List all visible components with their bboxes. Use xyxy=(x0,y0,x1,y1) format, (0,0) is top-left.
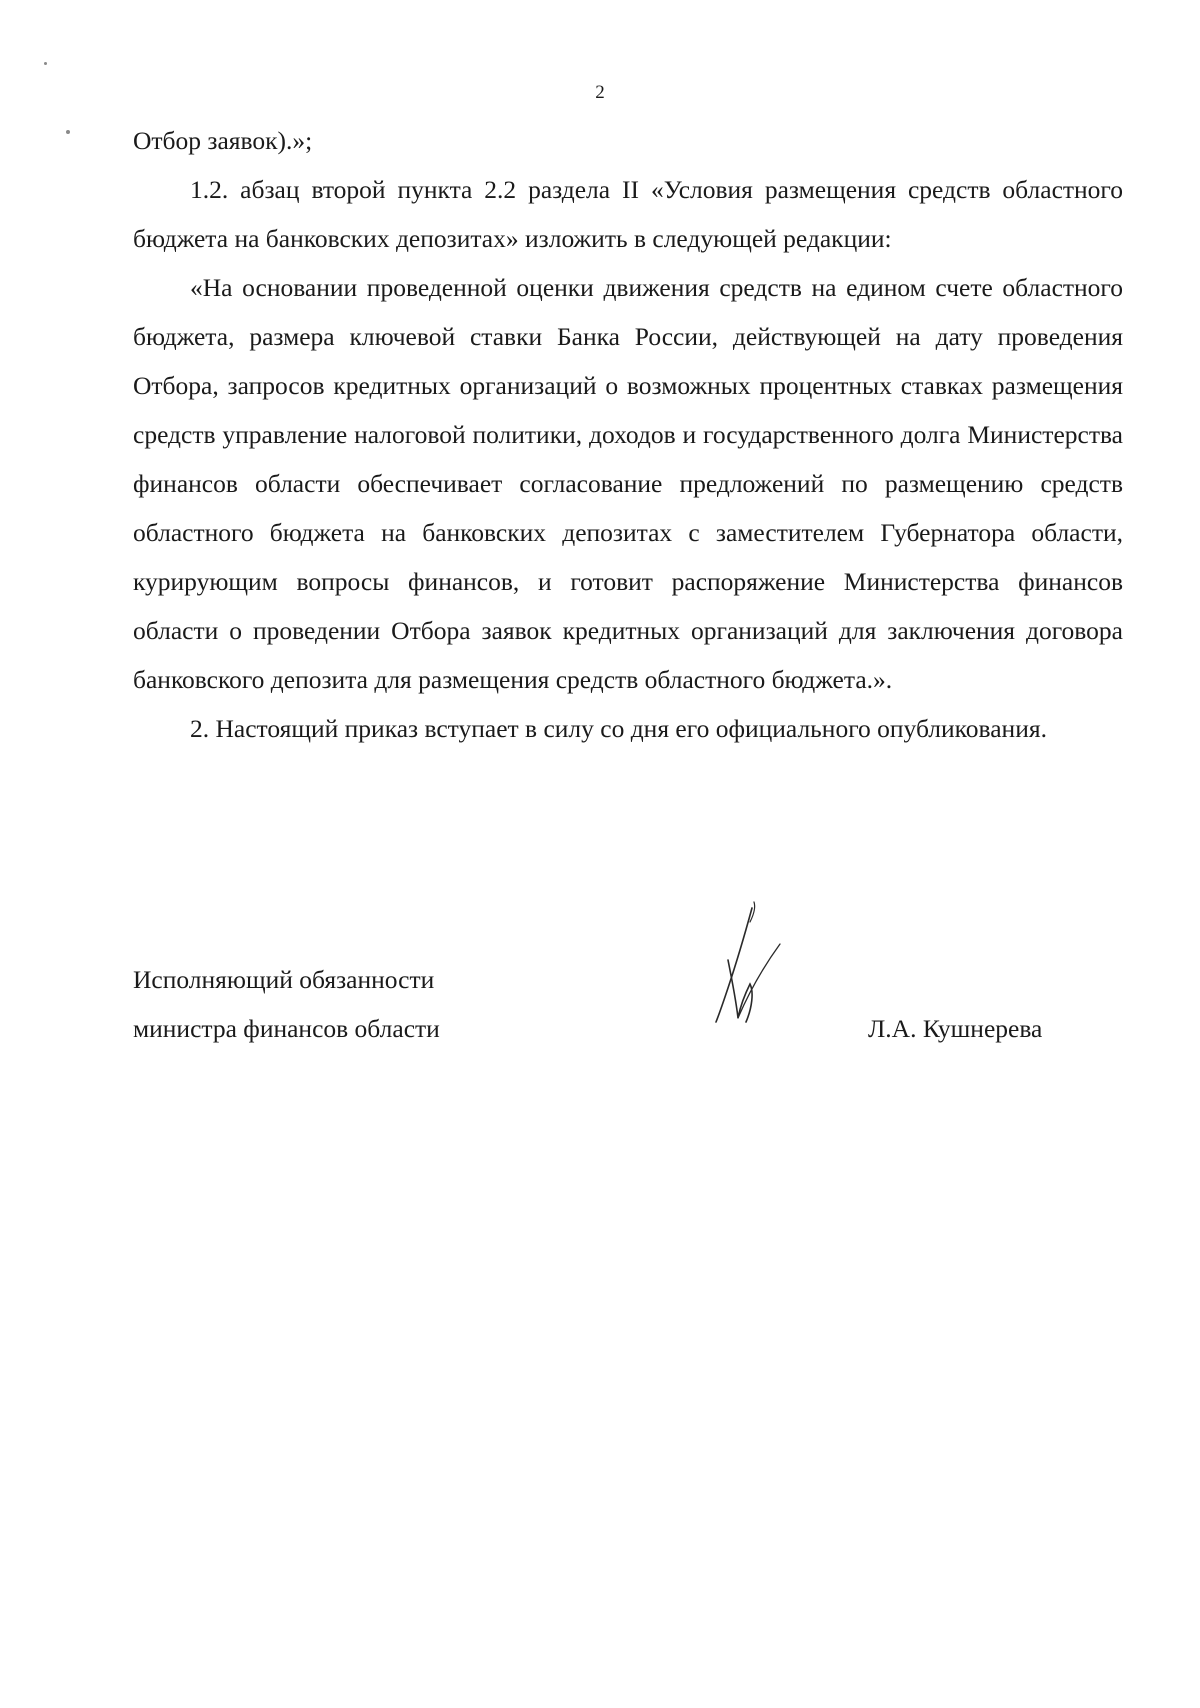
scan-speck xyxy=(44,62,47,65)
document-body xyxy=(133,116,1123,753)
paragraph-continuation: Отбор заявок).»; xyxy=(133,126,313,155)
signatory-title-line-2: министра финансов области xyxy=(133,1014,440,1043)
handwritten-signature xyxy=(680,900,790,1030)
paragraph-2: 2. Настоящий приказ вступает в силу со дня его официального опубликования. xyxy=(190,714,1047,743)
paragraph-1-2: 1.2. абзац второй пункта 2.2 раздела II «Условия размещения средств областного бюджета на банковских депозитах» изложить в следующей редакции: xyxy=(133,175,1123,253)
paragraph-quoted-amendment: «На основании проведенной оценки движения средств на едином счете областного бюджета, размера ключевой ставки Банка России, действующей на дату проведения Отбора, запросов кредитных организаций о возможных процентных ставках размещения средств управление налоговой политики, доходов и государственного долга Министерства финансов области обеспечивает согласование предложений по размещению средств областного бюджета на банковских депозитах с заместителем Губернатора области, курирующим вопросы финансов, и готовит распоряжение Министерства финансов области о проведении Отбора заявок кредитных организаций для заключения договора банковского депозита для размещения средств областного бюджета.». xyxy=(133,273,1123,694)
signatory-title-line-1: Исполняющий обязанности xyxy=(133,965,435,994)
scan-speck xyxy=(66,130,70,134)
signatory-name: Л.А. Кушнерева xyxy=(868,1014,1043,1043)
page-number: 2 xyxy=(595,82,605,103)
signatory-title xyxy=(133,955,440,1053)
